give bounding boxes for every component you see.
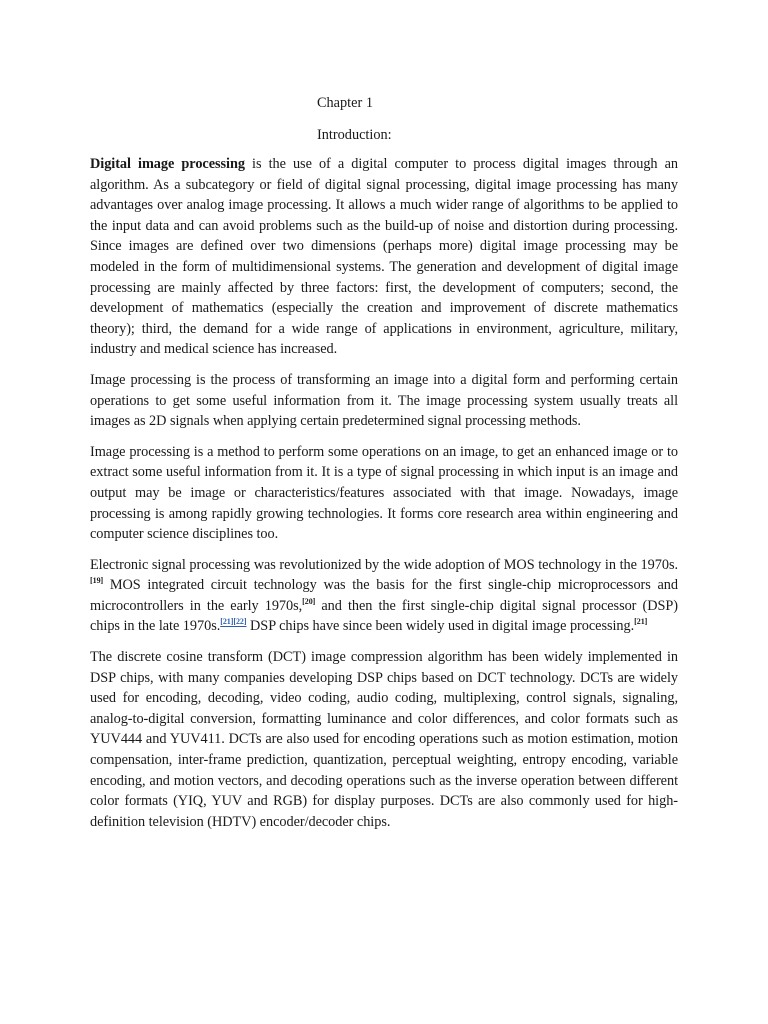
paragraph-4-seg2: MOS integrated circuit technology was the basis for the first single-chip microprocessors and microcontrollers in the early 1970s, bbox=[90, 577, 678, 614]
citation-21-22-link[interactable]: [21][22] bbox=[220, 617, 247, 627]
paragraph-4-seg3: and then the first single-chip digital signal processor (DSP) chips in the late 1970s. bbox=[90, 597, 678, 635]
paragraph-4-seg1: Electronic signal processing was revolutionized by the wide adoption of MOS technology in the 1970s. bbox=[90, 556, 678, 573]
section-title: Introduction: bbox=[317, 127, 392, 143]
paragraph-1 bbox=[90, 154, 678, 360]
paragraph-2: Image processing is the process of transforming an image into a digital form and performing certain operations to get some useful information from it. The image processing system usually treats all images as 2D signals when applying certain predetermined signal processing methods. bbox=[90, 371, 678, 430]
paragraph-5: The discrete cosine transform (DCT) image compression algorithm has been widely implemented in DSP chips, with many companies developing DSP chips based on DCT technology. DCTs are widely used for encoding, decoding, video coding, audio coding, multiplexing, control signals, signaling, analog-to-digital conversion, formatting luminance and color differences, and color formats such as YUV444 and YUV411. DCTs are also used for encoding operations such as motion estimation, motion compensation, inter-frame prediction, quantization, perceptual weighting, entropy encoding, variable encoding, and motion vectors, and decoding operations such as the inverse operation between different color formats (YIQ, YUV and RGB) for display purposes. DCTs are also commonly used for high-definition television (HDTV) encoder/decoder chips. bbox=[90, 649, 678, 830]
citation-21[interactable]: [21] bbox=[634, 617, 648, 627]
citation-19[interactable]: [19] bbox=[90, 576, 104, 586]
citation-20[interactable]: [20] bbox=[302, 597, 316, 607]
chapter-label: Chapter 1 bbox=[317, 95, 373, 111]
paragraph-4-seg4: DSP chips have since been widely used in digital image processing. bbox=[246, 618, 635, 635]
paragraph-3: Image processing is a method to perform some operations on an image, to get an enhanced image or to extract some useful information from it. It is a type of signal processing in which input is an image and output may be image or characteristics/features associated with that image. Nowadays, image processing is among rapidly growing technologies. It forms core research area within engineering and computer science disciplines too. bbox=[90, 443, 678, 543]
bold-term: Digital image processing bbox=[90, 156, 245, 172]
paragraph-4 bbox=[90, 555, 678, 637]
paragraph-1-text: is the use of a digital computer to process digital images through an algorithm. As a subcategory or field of digital signal processing, digital image processing has many advantages over analog image processing. It allows a much wider range of algorithms to be applied to the input data and can avoid problems such as the build-up of noise and distortion during processing. Since images are defined over two dimensions (perhaps more) digital image processing may be modeled in the form of multidimensional systems. The generation and development of digital image processing are mainly affected by three factors: first, the development of computers; second, the development of mathematics (especially the creation and improvement of discrete mathematics theory); third, the demand for a wide range of applications in environment, agriculture, military, industry and medical science has increased. bbox=[90, 156, 678, 358]
document-page bbox=[90, 93, 678, 842]
